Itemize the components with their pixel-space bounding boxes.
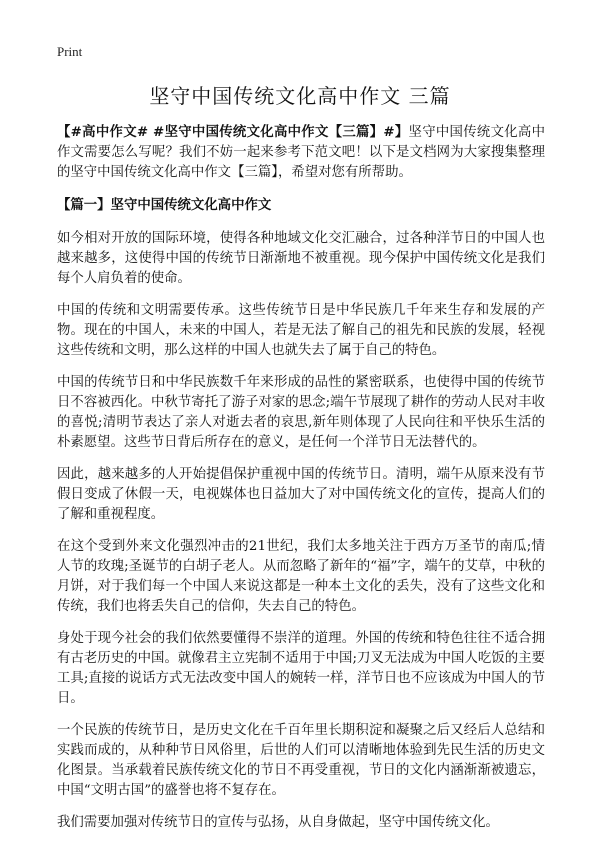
intro-paragraph — [57, 122, 545, 183]
document-body — [57, 122, 545, 845]
document-title: 坚守中国传统文化高中作文 三篇 — [149, 84, 451, 108]
print-link[interactable]: Print — [57, 44, 83, 59]
body-paragraph: 身处于现今社会的我们依然要懂得不崇洋的道理。外国的传统和特色往往不适合拥有古老历史的中国。就像君主立宪制不适用于中国;刀叉无法成为中国人吃饭的主要工具;直接的说话方式无法改变中国人的婉转一样，洋节日也不应该成为中国人的节日。 — [57, 631, 545, 706]
body-paragraph: 中国的传统节日和中华民族数千年来形成的品性的紧密联系，也使得中国的传统节日不容被西化。中秋节寄托了游子对家的思念;端午节展现了耕作的劳动人民对丰收的喜悦;清明节表达了亲人对逝去者的哀思,新年则体现了人民向往和平快乐生活的朴素愿望。这些节日背后所存在的意义，是任何一个洋节日无法替代的。 — [57, 375, 545, 450]
body-paragraph: 中国的传统和文明需要传承。这些传统节日是中华民族几千年来生存和发展的产物。现在的中国人，未来的中国人，若是无法了解自己的祖先和民族的发展，轻视这些传统和文明，那么这样的中国人也就失去了属于自己的特色。 — [57, 303, 545, 358]
body-paragraph: 我们需要加强对传统节日的宣传与弘扬，从自身做起，坚守中国传统文化。 — [57, 815, 499, 830]
intro-tag: 【#高中作文# #坚守中国传统文化高中作文【三篇】#】 — [57, 124, 409, 140]
intro-text: 坚守中国传统文化高中作文需要怎么写呢？我们不妨一起来参考下范文吧！以下是文档网为大家搜集整理的坚守中国传统文化高中作文【三篇】，希望对您有所帮助。 — [57, 125, 545, 180]
body-paragraph: 因此，越来越多的人开始提倡保护重视中国的传统节日。清明，端午从原来没有节假日变成了休假一天，电视媒体也日益加大了对中国传统文化的宣传，提高人们的了解和重视程度。 — [57, 467, 545, 522]
body-paragraph: 在这个受到外来文化强烈冲击的21世纪，我们太多地关注于西方万圣节的南瓜;情人节的玫瑰;圣诞节的白胡子老人。从而忽略了新年的“福”字，端午的艾草，中秋的月饼，对于我们每一个中国人来说这都是一种本土文化的丢失，没有了这些文化和传统，我们也将丢失自己的信仰，失去自己的特色。 — [57, 539, 545, 614]
section-heading: 【篇一】坚守中国传统文化高中作文 — [57, 197, 272, 213]
body-paragraph: 如今相对开放的国际环境，使得各种地域文化交汇融合，过各种洋节日的中国人也越来越多，这使得中国的传统节日渐渐地不被重视。现今保护中国传统文化是我们每个人肩负着的使命。 — [57, 231, 545, 286]
body-paragraph: 一个民族的传统节日，是历史文化在千百年里长期积淀和凝聚之后又经后人总结和实践而成的，从种种节日风俗里，后世的人们可以清晰地体验到先民生活的历史文化图景。当承载着民族传统文化的节日不再受重视，节日的文化内涵渐渐被遗忘，中国“文明古国”的盛誉也将不复存在。 — [57, 723, 545, 798]
